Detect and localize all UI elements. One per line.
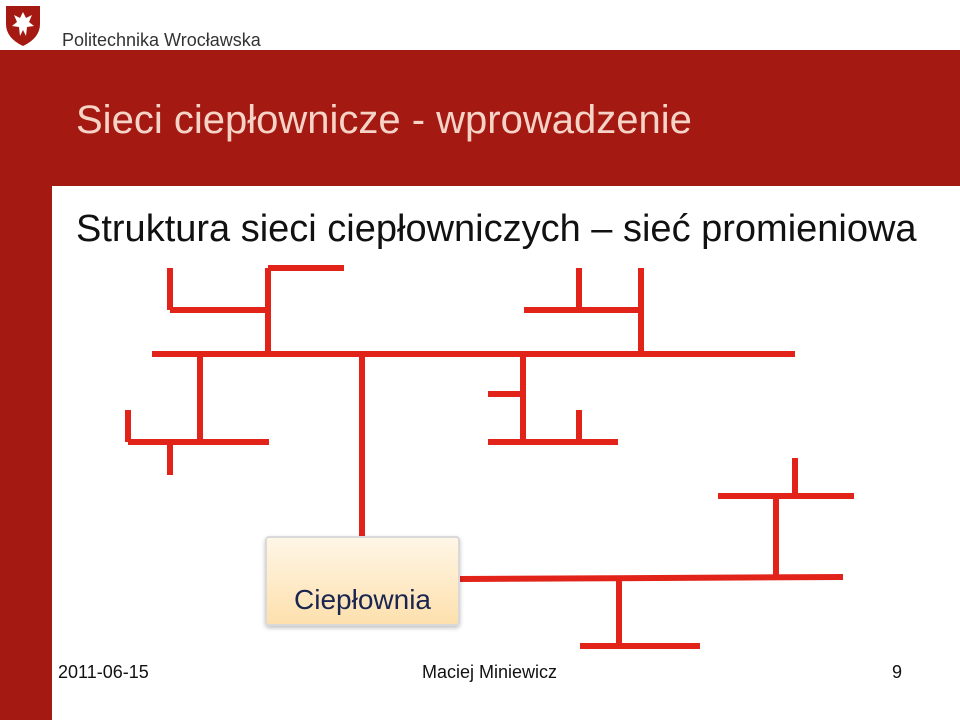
university-name: Politechnika Wrocławska (62, 30, 261, 50)
heating-plant-label: Ciepłownia (294, 584, 431, 615)
slide-subtitle: Struktura sieci ciepłowniczych – sieć promieniowa (76, 208, 917, 250)
footer-date: 2011-06-15 (58, 662, 149, 682)
footer-author: Maciej Miniewicz (422, 662, 558, 682)
pipe-plant-east (460, 577, 843, 579)
slide-title: Sieci ciepłownicze - wprowadzenie (76, 98, 692, 142)
heating-plant-box (265, 536, 460, 626)
footer-page-number: 9 (892, 662, 903, 682)
